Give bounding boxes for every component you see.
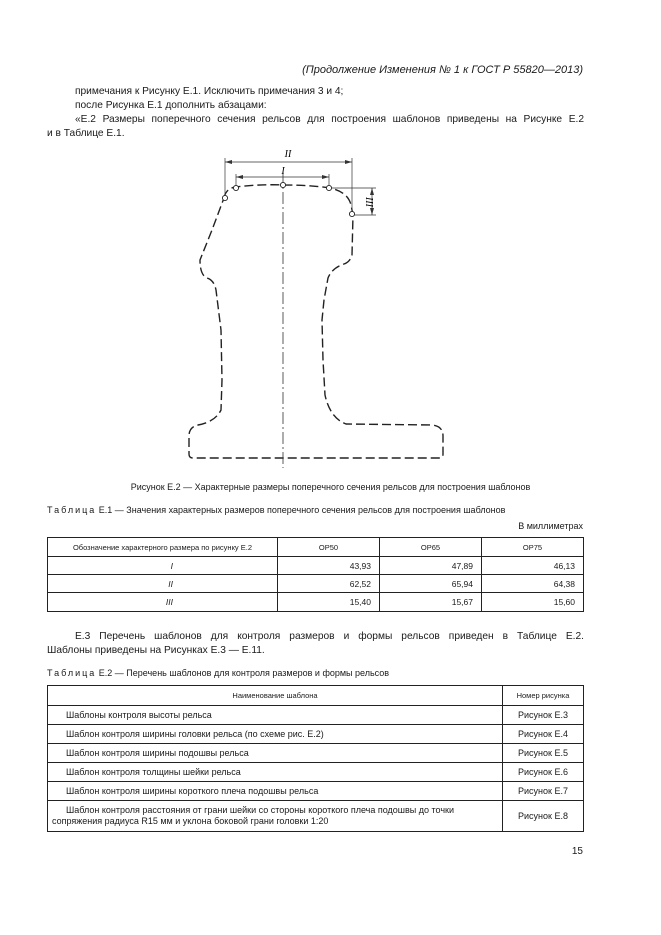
rail-profile-outline: [189, 185, 443, 458]
table-row: [48, 706, 584, 725]
table1-cell: 47,89: [380, 557, 482, 575]
profile-point: [233, 185, 238, 190]
table2-cell-figure: Рисунок Е.7: [503, 782, 584, 801]
paragraph-3-line-2: и в Таблице Е.1.: [47, 128, 125, 139]
table1-header-op65: ОР65: [380, 538, 482, 557]
table1-header-op75: ОР75: [482, 538, 584, 557]
table-header-row: [48, 538, 584, 557]
table1-cell-name: I: [48, 557, 278, 575]
table1-cell: 65,94: [380, 575, 482, 593]
rail-cross-section-figure: [0, 140, 661, 470]
label-II: II: [284, 149, 292, 160]
paragraph-1: примечания к Рисунку Е.1. Исключить примечания 3 и 4;: [75, 86, 344, 97]
table2-cell-figure: Рисунок Е.3: [503, 706, 584, 725]
table1-units: В миллиметрах: [518, 521, 583, 531]
table2-cell-name: Шаблон контроля ширины головки рельса (по схеме рис. Е.2): [48, 725, 503, 744]
paragraph-4: [47, 630, 584, 658]
table2-header-name: Наименование шаблона: [48, 686, 503, 706]
table-row: [48, 763, 584, 782]
paragraph-4-line-1: Е.3 Перечень шаблонов для контроля размеров и формы рельсов приведен в Таблице Е.2.: [75, 631, 584, 642]
table2-caption: [47, 668, 389, 678]
table-row: [48, 557, 584, 575]
table2-header-figure: Номер рисунка: [503, 686, 584, 706]
paragraph-3-line-1: «Е.2 Размеры поперечного сечения рельсов для построения шаблонов приведены на Рисунке Е.2: [75, 114, 584, 125]
table-2: [47, 685, 584, 832]
table1-cell: 64,38: [482, 575, 584, 593]
table2-caption-prefix: Таблица: [47, 668, 97, 678]
table2-cell-figure: Рисунок Е.5: [503, 744, 584, 763]
label-III: III: [363, 197, 374, 207]
table1-caption-prefix: Таблица: [47, 505, 97, 515]
table1-cell-name: II: [48, 575, 278, 593]
paragraph-3: [47, 113, 584, 141]
table1-cell: 15,60: [482, 593, 584, 612]
table1-header-op50: ОР50: [278, 538, 380, 557]
paragraph-2: после Рисунка Е.1 дополнить абзацами:: [75, 100, 267, 111]
figure-caption: Рисунок Е.2 — Характерные размеры поперечного сечения рельсов для построения шаблонов: [130, 482, 531, 492]
table2-cell-figure: Рисунок Е.8: [503, 801, 584, 832]
table2-cell-name: Шаблон контроля ширины подошвы рельса: [48, 744, 503, 763]
table-row: [48, 725, 584, 744]
label-I: I: [281, 166, 285, 177]
table2-cell-name: Шаблон контроля расстояния от грани шейки со стороны короткого плеча подошвы до точки сопряжения радиуса R15 мм и уклона боковой грани головки 1:20: [48, 801, 503, 832]
table2-cell-name: Шаблоны контроля высоты рельса: [48, 706, 503, 725]
profile-point: [349, 211, 354, 216]
table1-caption-text: Е.1 — Значения характерных размеров поперечного сечения рельсов для построения шаблонов: [96, 505, 506, 515]
table-row: [48, 575, 584, 593]
table-1: [47, 537, 584, 612]
table2-caption-text: Е.2 — Перечень шаблонов для контроля размеров и формы рельсов: [96, 668, 390, 678]
profile-point: [280, 182, 285, 187]
profile-point: [326, 185, 331, 190]
table1-cell: 15,67: [380, 593, 482, 612]
table1-cell: 43,93: [278, 557, 380, 575]
table1-header-designation: Обозначение характерного размера по рисунку Е.2: [48, 538, 278, 557]
table2-cell-name: Шаблон контроля ширины короткого плеча подошвы рельса: [48, 782, 503, 801]
table2-cell-name: Шаблон контроля толщины шейки рельса: [48, 763, 503, 782]
table1-cell-name: III: [48, 593, 278, 612]
profile-point: [222, 195, 227, 200]
table-header-row: [48, 686, 584, 706]
table2-cell-figure: Рисунок Е.4: [503, 725, 584, 744]
page-number: 15: [571, 846, 583, 857]
table-row: [48, 801, 584, 832]
table1-caption: [47, 505, 505, 515]
table1-cell: 46,13: [482, 557, 584, 575]
table2-cell-figure: Рисунок Е.6: [503, 763, 584, 782]
table1-cell: 15,40: [278, 593, 380, 612]
table-row: [48, 744, 584, 763]
table-row: [48, 782, 584, 801]
table1-cell: 62,52: [278, 575, 380, 593]
paragraph-4-line-2: Шаблоны приведены на Рисунках Е.3 — Е.11.: [47, 645, 265, 656]
document-header: (Продолжение Изменения № 1 к ГОСТ Р 55820—2013): [302, 64, 583, 76]
table-row: [48, 593, 584, 612]
